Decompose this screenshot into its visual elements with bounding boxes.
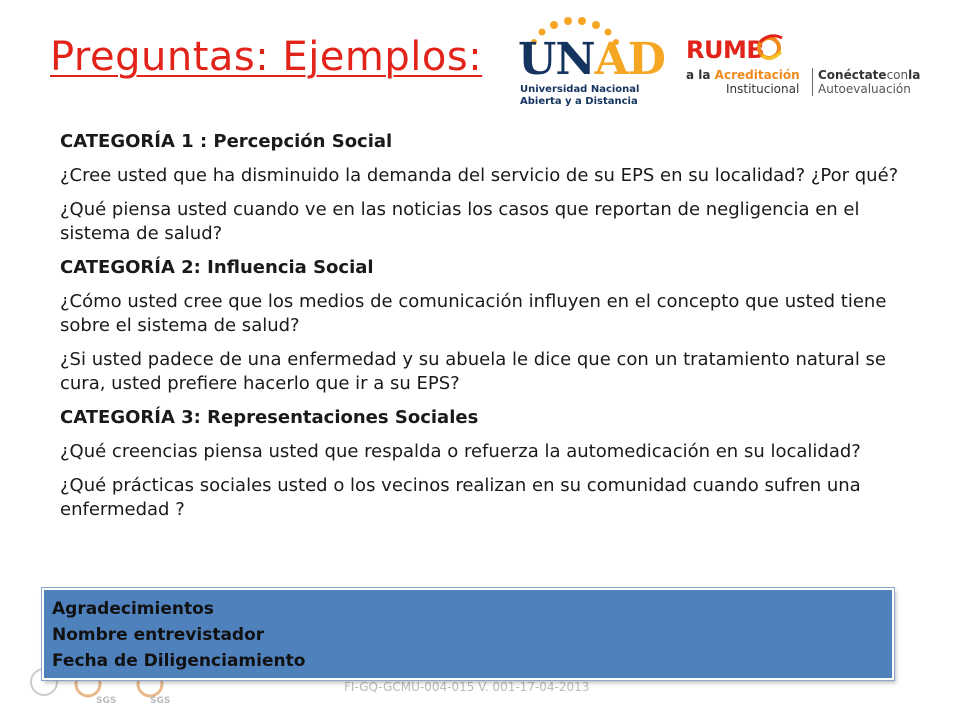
question-1: ¿Cree usted que ha disminuido la demanda del servicio de su EPS en su localidad? ¿Por qué? [60,165,899,186]
closing-line-thanks: Agradecimientos [52,599,214,619]
rumbo-swirl-icon [756,32,784,62]
slide-title: Preguntas: Ejemplos: [50,34,483,80]
sgs-label-1: SGS [96,696,117,706]
rumbo-line1: a la Acreditación [686,68,800,82]
rumbo-wordmark: RUMB [686,36,765,64]
rumbo-separator [812,68,813,96]
category-1-heading: CATEGORÍA 1 : Percepción Social [60,131,393,152]
question-2: ¿Qué piensa usted cuando ve en las noticias los casos que reportan de negligencia en el sistema de salud? [60,199,860,244]
unad-wordmark: UNAD [518,34,665,85]
question-6: ¿Qué prácticas sociales usted o los vecinos realizan en su comunidad cuando sufren una enfermedad ? [60,475,861,520]
category-2-heading: CATEGORÍA 2: Influencia Social [60,257,374,278]
closing-line-interviewer: Nombre entrevistador [52,625,265,645]
question-4: ¿Si usted padece de una enfermedad y su abuela le dice que con un tratamiento natural se cura, usted prefiere hacerlo que ir a su EPS? [60,349,886,394]
rumbo-logo [686,36,936,102]
sgs-label-2: SGS [150,696,171,706]
closing-line-date: Fecha de Diligenciamiento [52,651,306,671]
rumbo-right-line2: Autoevaluación [818,82,911,96]
question-5: ¿Qué creencias piensa usted que respalda o refuerza la automedicación en su localidad? [60,441,861,462]
rumbo-line2: Institucional [726,82,800,96]
unad-logo [518,16,665,108]
questions-content [60,130,920,532]
interview-closing-box [42,588,894,680]
category-3-heading: CATEGORÍA 3: Representaciones Sociales [60,407,479,428]
question-3: ¿Cómo usted cree que los medios de comunicación influyen en el concepto que usted tiene sobre el sistema de salud? [60,291,887,336]
rumbo-right-line1: Conéctateconla [818,68,921,82]
unad-subtitle: Universidad Nacional Abierta y a Distancia [520,84,640,107]
footer-document-code: FI-GQ-GCMU-004-015 V. 001-17-04-2013 [344,680,590,694]
